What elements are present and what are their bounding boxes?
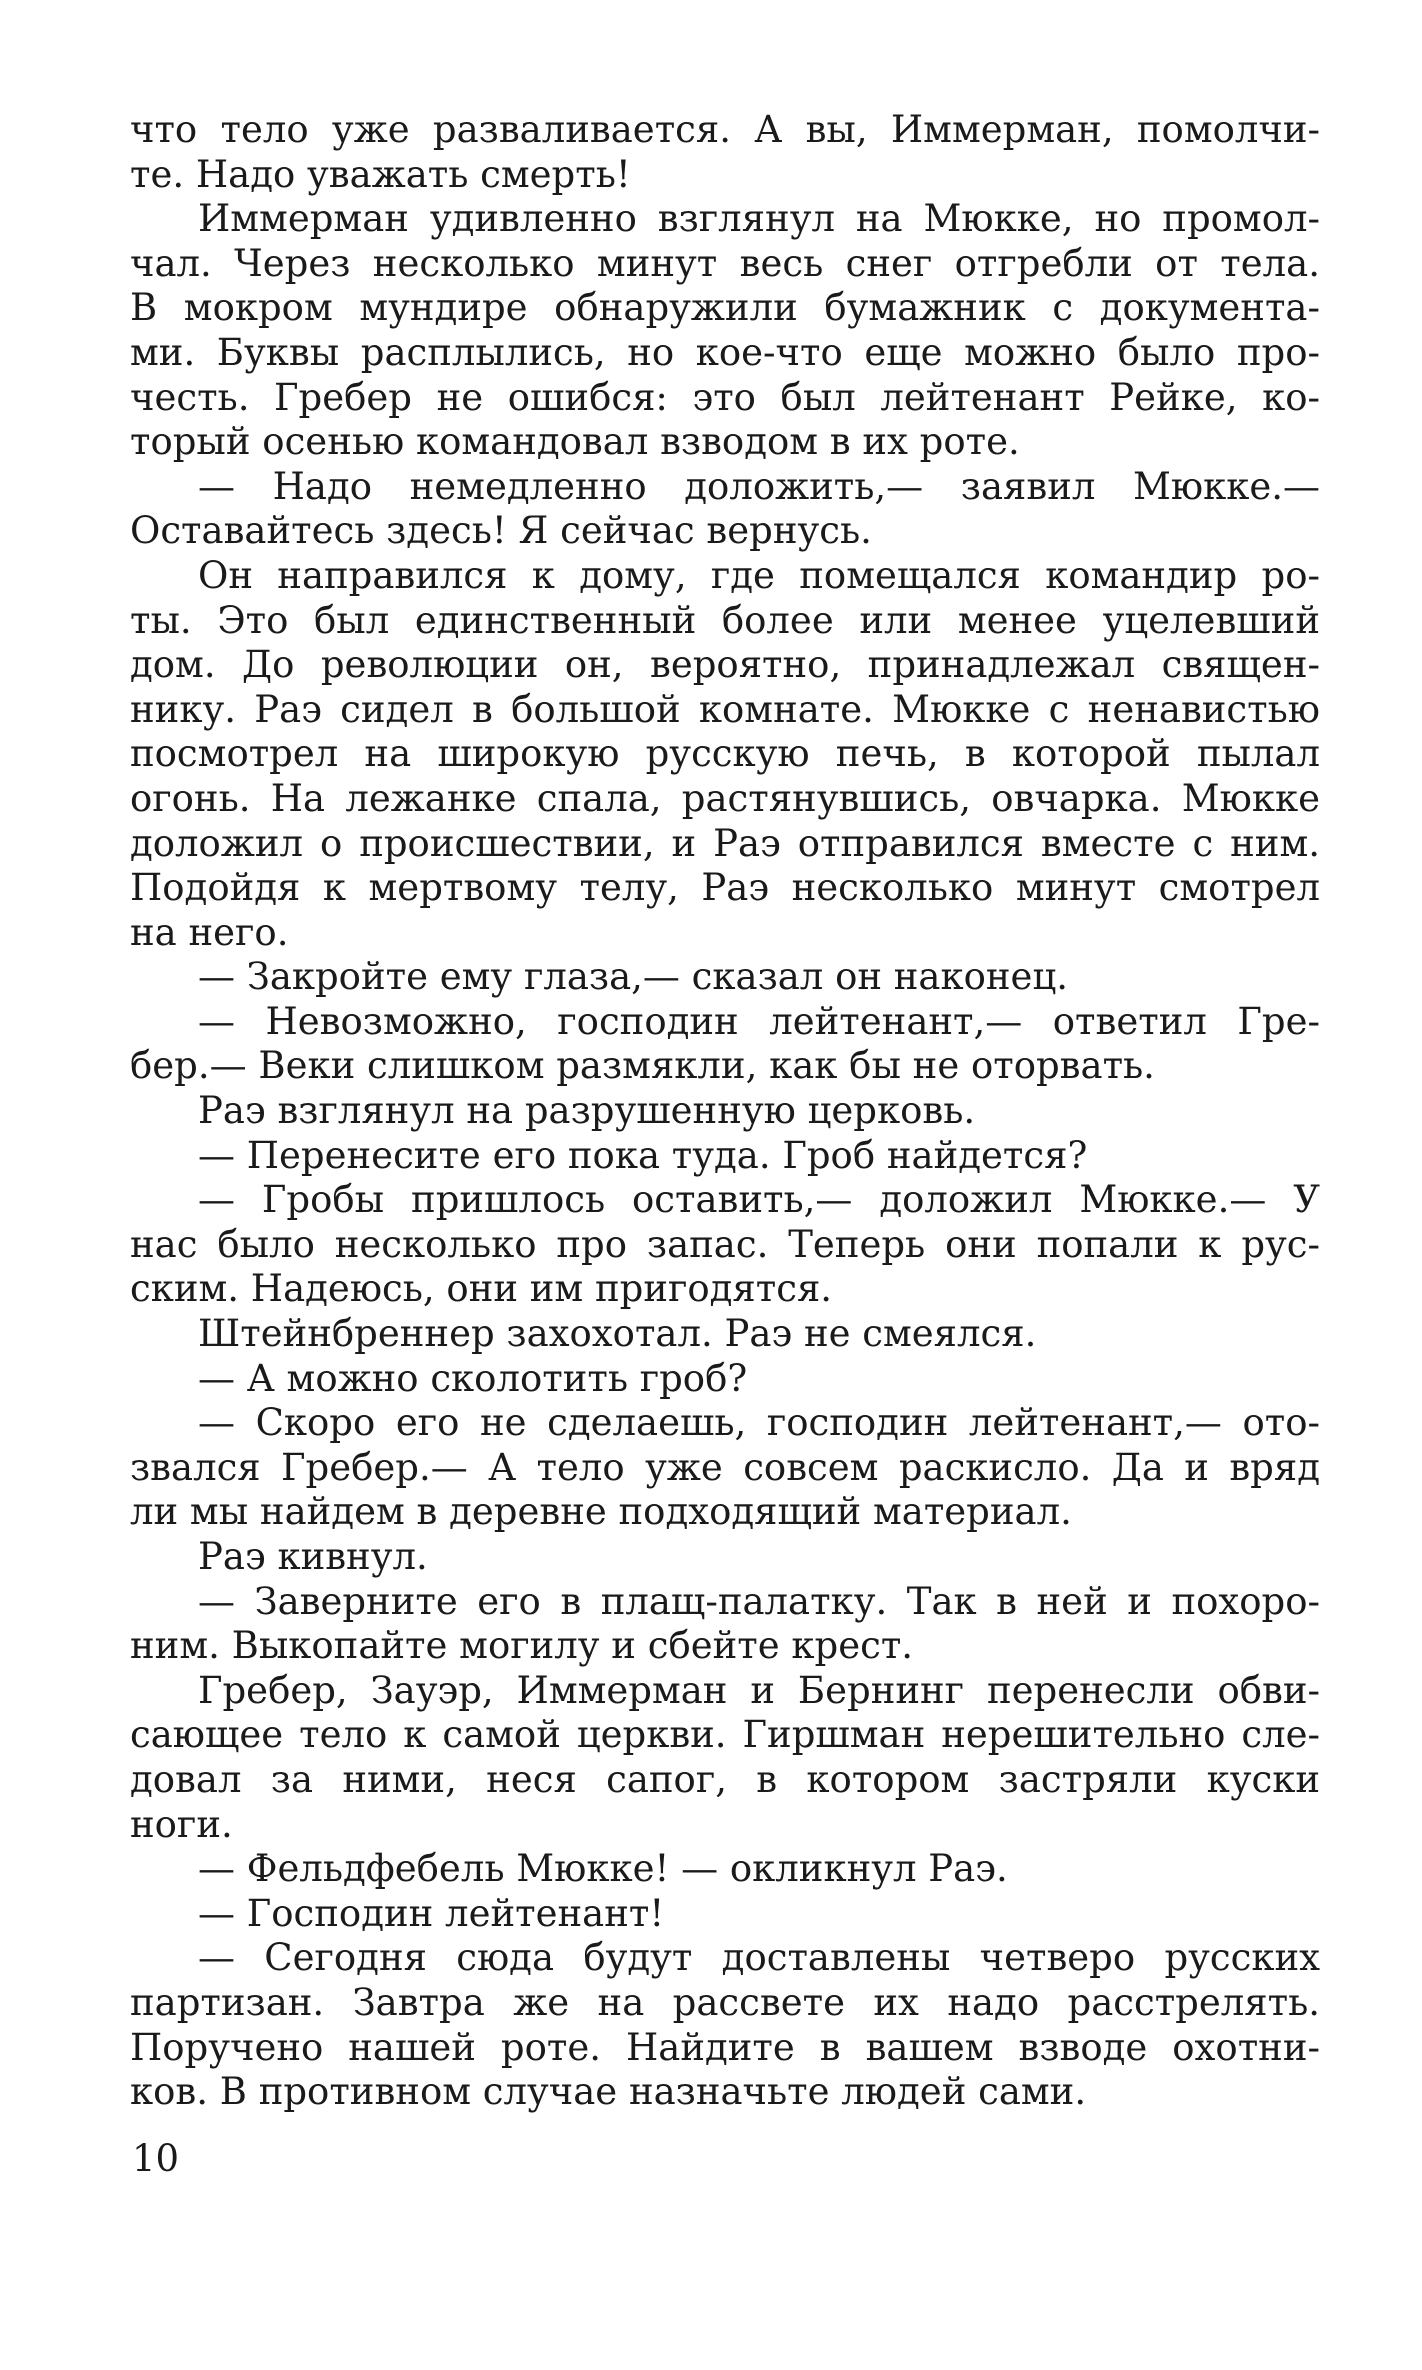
text-line: нику. Раэ сидел в большой комнате. Мюкке с ненавистью bbox=[130, 687, 1320, 731]
text-line: — Гробы пришлось оставить,— доложил Мюкке.— У bbox=[198, 1178, 1320, 1222]
text-line: В мокром мундире обнаружили бумажник с документа- bbox=[130, 286, 1320, 330]
text-line: Поручено нашей роте. Найдите в вашем взводе охотни- bbox=[130, 2025, 1320, 2069]
text-line: на него. bbox=[130, 910, 289, 954]
body-text bbox=[130, 108, 1320, 2115]
text-line: — А можно сколотить гроб? bbox=[198, 1356, 748, 1400]
text-line: Раэ кивнул. bbox=[198, 1535, 428, 1578]
text-line: Штейнбреннер захохотал. Раэ не смеялся. bbox=[198, 1312, 1037, 1356]
text-line: — Невозможно, господин лейтенант,— ответил Гре- bbox=[198, 999, 1320, 1043]
text-line: Оставайтесь здесь! Я сейчас вернусь. bbox=[130, 509, 872, 553]
text-line: партизан. Завтра же на рассвете их надо расстрелять. bbox=[130, 1980, 1320, 2024]
text-line: ли мы найдем в деревне подходящий материал. bbox=[130, 1490, 1072, 1534]
text-line: Иммерман удивленно взглянул на Мюкке, но промол- bbox=[198, 197, 1320, 241]
text-line: — Надо немедленно доложить,— заявил Мюкке.— bbox=[198, 464, 1320, 508]
text-line: ноги. bbox=[130, 1802, 233, 1846]
text-line: дом. До революции он, вероятно, принадлежал священ- bbox=[130, 643, 1320, 687]
text-line: — Скоро его не сделаешь, господин лейтенант,— ото- bbox=[198, 1401, 1320, 1445]
text-line: чал. Через несколько минут весь снег отгребли от тела. bbox=[130, 241, 1320, 285]
text-line: ним. Выкопайте могилу и сбейте крест. bbox=[130, 1624, 914, 1668]
text-line: ским. Надеюсь, они им пригодятся. bbox=[130, 1267, 833, 1311]
text-line: огонь. На лежанке спала, растянувшись, овчарка. Мюкке bbox=[130, 776, 1320, 820]
text-line: сающее тело к самой церкви. Гиршман нерешительно сле- bbox=[130, 1713, 1320, 1757]
text-line: Подойдя к мертвому телу, Раэ несколько минут смотрел bbox=[130, 866, 1320, 910]
text-line: — Перенесите его пока туда. Гроб найдется? bbox=[198, 1133, 1088, 1177]
page-number: 10 bbox=[132, 2137, 180, 2180]
text-line: торый осенью командовал взводом в их роте. bbox=[130, 420, 1020, 464]
text-line: ми. Буквы расплылись, но кое-что еще можно было про- bbox=[130, 330, 1320, 374]
text-line: — Фельдфебель Мюкке! — окликнул Раэ. bbox=[198, 1847, 1008, 1891]
text-line: ков. В противном случае назначьте людей сами. bbox=[130, 2070, 1087, 2114]
text-line: — Сегодня сюда будут доставлены четверо русских bbox=[198, 1936, 1320, 1980]
text-line: — Закройте ему глаза,— сказал он наконец. bbox=[198, 955, 1069, 999]
text-line: ты. Это был единственный более или менее уцелевший bbox=[130, 598, 1320, 642]
text-line: Гребер, Зауэр, Иммерман и Бернинг перенесли обви- bbox=[198, 1668, 1320, 1712]
text-line: довал за ними, неся сапог, в котором застряли куски bbox=[130, 1757, 1320, 1801]
text-line: Он направился к дому, где помещался командир ро- bbox=[198, 553, 1320, 597]
text-line: — Господин лейтенант! bbox=[198, 1891, 665, 1935]
text-line: доложил о происшествии, и Раэ отправился вместе с ним. bbox=[130, 821, 1320, 865]
text-line: те. Надо уважать смерть! bbox=[130, 152, 631, 196]
text-line: честь. Гребер не ошибся: это был лейтенант Рейке, ко- bbox=[130, 375, 1320, 419]
text-line: бер.— Веки слишком размякли, как бы не оторвать. bbox=[130, 1044, 1155, 1088]
text-line: что тело уже разваливается. А вы, Иммерман, помолчи- bbox=[130, 108, 1320, 151]
text-line: посмотрел на широкую русскую печь, в которой пылал bbox=[130, 732, 1320, 776]
text-line: — Заверните его в плащ-палатку. Так в ней и похоро- bbox=[198, 1579, 1320, 1623]
text-line: звался Гребер.— А тело уже совсем раскисло. Да и вряд bbox=[130, 1445, 1320, 1489]
text-line: нас было несколько про запас. Теперь они попали к рус- bbox=[130, 1222, 1320, 1266]
text-line: Раэ взглянул на разрушенную церковь. bbox=[198, 1089, 976, 1133]
